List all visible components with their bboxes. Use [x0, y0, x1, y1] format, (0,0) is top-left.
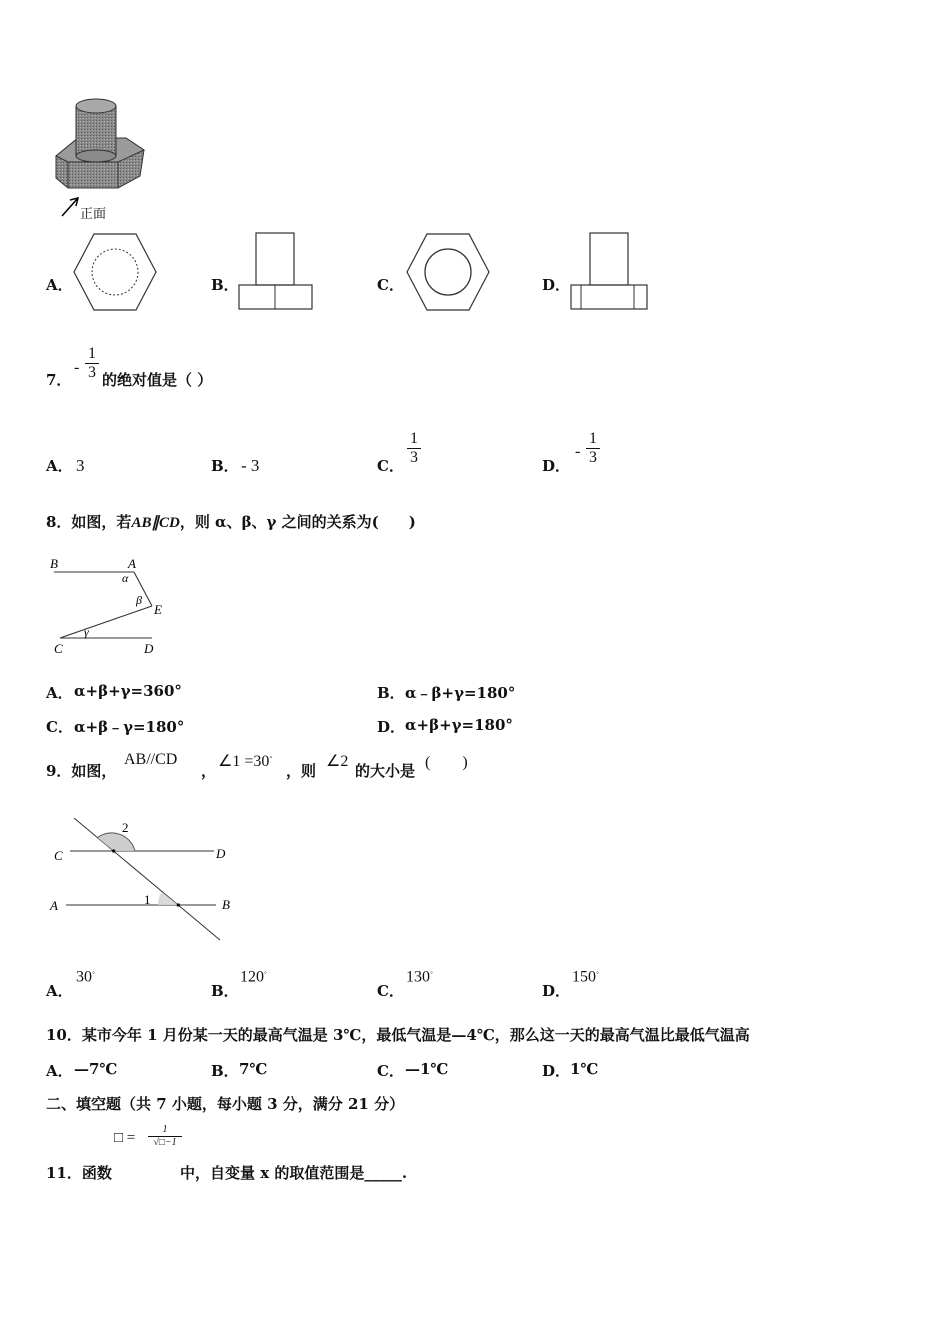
q7-option-b-value: - 3 [241, 456, 260, 475]
q7-minus: - [74, 359, 80, 376]
q9-stem-pre: 9．如图， [46, 762, 117, 780]
q9-fig-label-1: 1 [144, 892, 151, 907]
q8-option-d-label[interactable]: D． [377, 718, 406, 736]
q11-formula-num: 1 [162, 1124, 168, 1135]
q7-option-c-den: 3 [410, 449, 418, 466]
q11-formula-lhs: □ = [114, 1130, 136, 1146]
q9-stem-post: 的大小是 [355, 762, 416, 780]
q11-formula-den: √□−1 [153, 1137, 177, 1148]
q8-option-b-label[interactable]: B． [377, 684, 405, 702]
q6-front-label: 正面 [80, 207, 107, 222]
q10-option-a-value: —7℃ [74, 1060, 118, 1078]
q6-option-a-label[interactable]: A． [46, 276, 73, 294]
q10-option-a-label[interactable]: A． [46, 1062, 73, 1080]
q8-stem-post: ，则 α、β、γ 之间的关系为( ) [179, 513, 416, 531]
q8-figure [44, 554, 174, 658]
q9-option-d-value: 150◦ [572, 968, 599, 986]
q10-option-b-label[interactable]: B． [211, 1062, 239, 1080]
q8-option-c-label[interactable]: C． [46, 718, 73, 736]
q10-option-c-label[interactable]: C． [377, 1062, 404, 1080]
q7-number: 7． [46, 371, 72, 389]
q8-stem-pre: 8．如图，若 [46, 513, 132, 531]
q7-stem-tail: 的绝对值是（ ） [102, 371, 213, 389]
q8-fig-label-gamma: γ [84, 625, 89, 639]
q7-option-c-num: 1 [410, 430, 418, 447]
q9-option-a-value: 30◦ [76, 968, 95, 986]
q7-option-c-label[interactable]: C． [377, 457, 404, 475]
q9-fig-label-a: A [50, 898, 58, 913]
q8-fig-label-d: D [144, 641, 154, 656]
q7-option-d-den: 3 [589, 449, 597, 466]
q8-fig-label-c: C [54, 641, 63, 656]
q7-option-a-label[interactable]: A． [46, 457, 73, 475]
q6-option-b-label[interactable]: B． [211, 276, 239, 294]
q9-option-b-value: 120◦ [240, 968, 267, 986]
q10-option-d-label[interactable]: D． [542, 1062, 571, 1080]
q7-frac-num: 1 [88, 345, 96, 362]
q11-stem-pre: 11．函数 [46, 1164, 112, 1182]
q10-stem: 10．某市今年 1 月份某一天的最高气温是 3℃，最低气温是—4℃，那么这一天的最高气温比最低气温高 [46, 1026, 750, 1044]
q8-option-d-value: α+β+γ=180° [405, 716, 513, 734]
q9-option-a-label[interactable]: A． [46, 982, 73, 1000]
q7-option-a-value: 3 [76, 456, 85, 475]
q6-option-c-figure [403, 232, 493, 312]
q7-fraction [84, 345, 100, 382]
q7-option-d-fraction [585, 430, 601, 467]
q8-fig-label-e: E [154, 602, 162, 617]
q6-option-c-label[interactable]: C． [377, 276, 404, 294]
q8-option-b-value: α﹣β+γ=180° [405, 684, 516, 702]
q8-stem-math: AB∥CD [131, 515, 180, 531]
q10-option-b-value: 7℃ [239, 1060, 268, 1078]
q8-stem [46, 513, 416, 532]
q8-fig-label-beta: β [136, 593, 142, 607]
q7-frac-den: 3 [88, 364, 96, 381]
q8-fig-label-alpha: α [122, 571, 129, 585]
q9-fig-label-2: 2 [122, 820, 129, 835]
q7-option-b-label[interactable]: B． [211, 457, 239, 475]
q7-option-d-minus: - [575, 443, 581, 460]
q6-option-d-figure [568, 232, 650, 312]
q8-fig-label-b: B [50, 556, 58, 571]
q9-math-parallel: AB//CD [124, 751, 178, 768]
q9-fig-label-b: B [222, 897, 230, 912]
q8-option-a-label[interactable]: A． [46, 684, 73, 702]
q8-option-a-value: α+β+γ=360° [74, 682, 182, 700]
q6-option-d-label[interactable]: D． [542, 276, 571, 294]
q9-option-c-value: 130◦ [406, 968, 433, 986]
q11-stem-post: 中，自变量 x 的取值范围是_____. [180, 1164, 408, 1182]
q9-comma-1: ， [201, 762, 217, 780]
q9-math-angle1: ∠1 =30◦ [218, 752, 273, 770]
q7-option-d-num: 1 [589, 430, 597, 447]
q7-option-c-fraction [406, 430, 422, 467]
q6-option-a-figure [70, 232, 160, 312]
q9-option-b-label[interactable]: B． [211, 982, 239, 1000]
q7-option-d-label[interactable]: D． [542, 457, 571, 475]
q8-option-c-value: α+β﹣γ=180° [74, 718, 185, 736]
q9-option-c-label[interactable]: C． [377, 982, 404, 1000]
q9-fig-label-d: D [216, 846, 226, 861]
section-2-title: 二、填空题（共 7 小题，每小题 3 分，满分 21 分） [46, 1095, 405, 1113]
q8-fig-label-a: A [128, 556, 136, 571]
q9-figure [44, 814, 240, 944]
q9-comma-2: ，则 [286, 762, 317, 780]
q10-option-c-value: —1℃ [405, 1060, 449, 1078]
q9-math-angle2: ∠2 [326, 753, 349, 770]
q9-option-d-label[interactable]: D． [542, 982, 571, 1000]
q9-fig-label-c: C [54, 848, 63, 863]
q10-option-d-value: 1℃ [570, 1060, 599, 1078]
q9-answer-paren: ( ) [425, 754, 468, 771]
q6-option-b-figure [236, 232, 316, 312]
